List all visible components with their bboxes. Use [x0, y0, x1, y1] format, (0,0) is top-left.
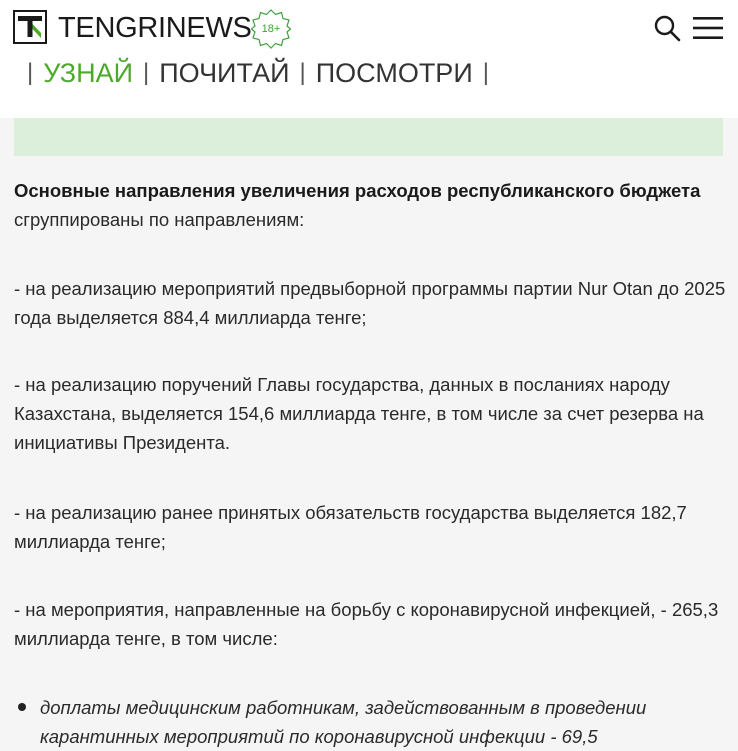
nav-item-uznai[interactable]: УЗНАЙ — [43, 58, 134, 88]
tengrinews-logo-icon[interactable] — [13, 10, 47, 44]
nav-separator: | — [143, 59, 150, 86]
article-paragraph: - на реализацию поручений Главы государства, данных в посланиях народу Казахстана, выделяется 154,6 миллиарда тенге, в том числе за счет резерва на инициативы Президента. — [14, 374, 704, 453]
logo-text[interactable]: TENGRINEWS — [58, 12, 252, 44]
nav-item-posmotri[interactable]: ПОСМОТРИ — [315, 58, 473, 88]
intro-bold-text: Основные направления увеличения расходов республиканского бюджета — [14, 180, 701, 201]
article-paragraph — [14, 176, 726, 234]
nav-separator: | — [27, 59, 34, 86]
nav-separator: | — [299, 59, 306, 86]
nav-item-pochitai[interactable]: ПОЧИТАЙ — [159, 58, 290, 88]
banner-placeholder — [14, 118, 723, 156]
hamburger-menu-icon[interactable] — [692, 16, 724, 40]
search-icon[interactable] — [653, 14, 681, 42]
site-header — [0, 0, 738, 118]
age-badge-label: 18+ — [261, 23, 281, 35]
article-paragraph: - на реализацию мероприятий предвыборной программы партии Nur Otan до 2025 года выделяется 884,4 миллиарда тенге; — [14, 278, 726, 328]
intro-text: сгруппированы по направлениям: — [14, 209, 305, 230]
article-paragraph: - на реализацию ранее принятых обязательств государства выделяется 182,7 миллиарда тенге; — [14, 502, 687, 552]
section-nav — [27, 56, 499, 90]
article-paragraph: - на мероприятия, направленные на борьбу с коронавирусной инфекцией, - 265,3 миллиарда тенге, в том числе: — [14, 599, 719, 649]
list-item-text: доплаты медицинским работникам, задействованным в проведении карантинных мероприятий по коронавирусной инфекции - 69,5 — [40, 697, 647, 747]
nav-separator: | — [482, 59, 489, 86]
age-rating-badge — [251, 9, 291, 49]
bullet-dot-icon — [18, 703, 26, 711]
